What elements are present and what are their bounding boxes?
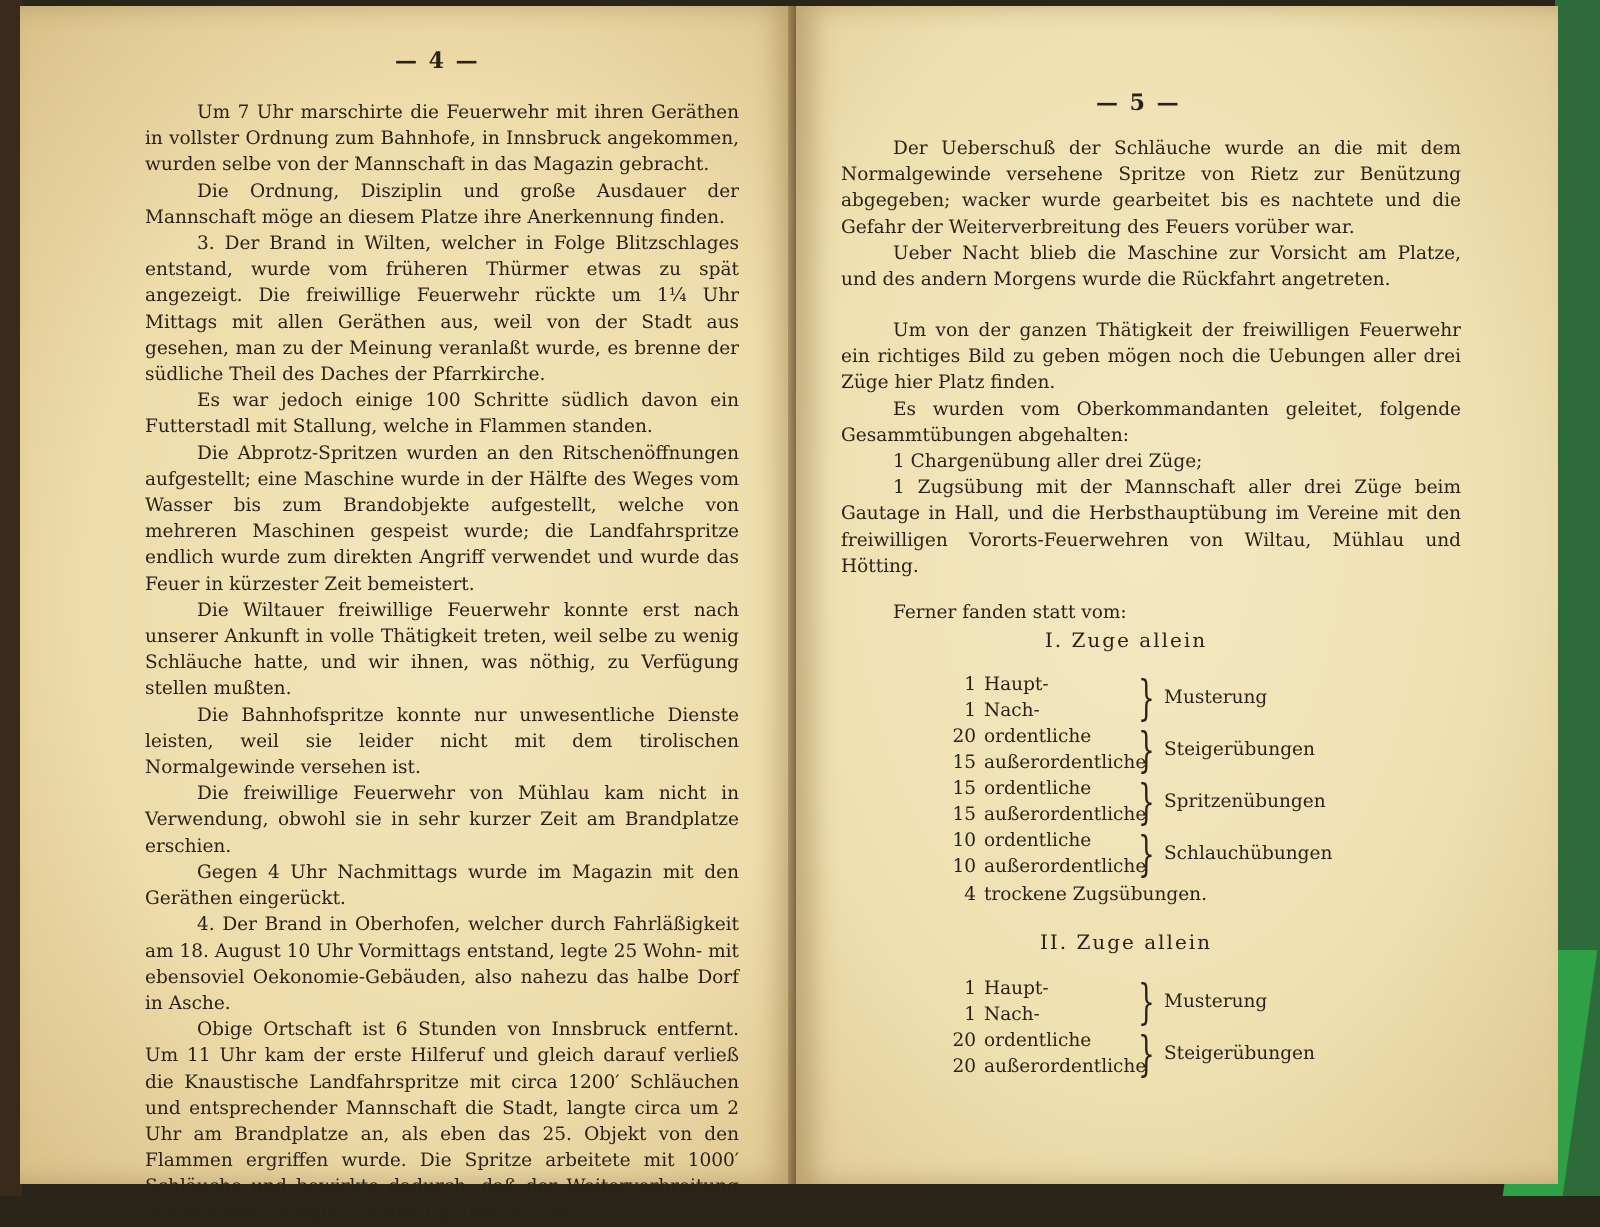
group-label: Spritzenübungen xyxy=(1164,791,1326,812)
section-heading: I. Zuge allein xyxy=(1044,628,1208,652)
paragraph: 1 Zugsübung mit der Mannschaft aller drei Züge beim Gautage in Hall, und die Herbsthauptübung im Vereine mit den freiwilligen Vororts-Feuerwehren von Wiltau, Mühlau und Hötting. xyxy=(841,477,1461,577)
paragraph: Die Ordnung, Disziplin und große Ausdauer der Mannschaft möge an diesem Platze ihre Anerkennung finden. xyxy=(145,180,739,228)
table-row: 4 trockene Zugsübungen. xyxy=(964,884,1207,905)
paragraph: 3. Der Brand in Wilten, welcher in Folge Blitzschlages entstand, wurde vom früheren Thürmer etwas zu spät angezeigt. Die freiwillige Feuerwehr rückte um 1¼ Uhr Mittags mit allen Geräthen aus, weil von der Stadt aus gesehen, man zu der Meinung veranlaßt wurde, es brenne der südliche Theil des Daches der Pfarrkirche. xyxy=(145,233,739,386)
paragraph: Der Ueberschuß der Schläuche wurde an die mit dem Normalgewinde versehene Spritze von Rietz zur Benützung abgegeben; wacker wurde gearbeitet bis es nachtete und die Gefahr der Weiterverbreitung des Feuers vorüber war. xyxy=(841,138,1461,238)
table-row: 1 Haupt- xyxy=(964,674,1049,695)
paragraph: Um 7 Uhr marschirte die Feuerwehr mit ihren Geräthen in vollster Ordnung zum Bahnhofe, in Innsbruck angekommen, wurden selbe von der Mannschaft in das Magazin gebracht. xyxy=(145,102,739,176)
page-number: — 5 — xyxy=(1096,90,1181,116)
brace-icon: } xyxy=(1138,670,1155,726)
paragraph: Ueber Nacht blieb die Maschine zur Vorsicht am Platze, und des andern Morgens wurde die Rückfahrt angetreten. xyxy=(841,242,1461,291)
brace-icon: } xyxy=(1138,722,1155,778)
table-row: 20 außerordentliche xyxy=(952,1056,1147,1077)
brace-icon: } xyxy=(1138,974,1155,1030)
paragraph: Die Abprotz-Spritzen wurden an den Ritschenöffnungen aufgestellt; eine Maschine wurde in der Hälfte des Weges vom Wasser bis zum Brandobjekte aufgestellt, welche von mehreren Maschinen gespeist wurde; die Landfahrspritze endlich wurde zum direkten Angriff verwendet und wurde das Feuer in kürzester Zeit bemeistert. xyxy=(145,442,739,595)
group-label: Steigerübungen xyxy=(1164,1043,1315,1064)
table-row: 10 ordentliche xyxy=(952,830,1092,851)
section-heading: II. Zuge allein xyxy=(1039,930,1213,954)
paragraph: 4. Der Brand in Oberhofen, welcher durch Fahrläßigkeit am 18. August 10 Uhr Vormittags entstand, legte 25 Wohn- mit ebensoviel Oekonomie-Gebäuden, also nahezu das halbe Dorf in Asche. xyxy=(145,914,739,1014)
book-cover-left xyxy=(0,0,22,1196)
left-page-body xyxy=(145,100,739,1227)
paragraph: Es wurden vom Oberkommandanten geleitet, folgende Gesammtübungen abgehalten: xyxy=(841,398,1461,446)
group-label: Musterung xyxy=(1164,687,1268,708)
table-row: 1 Nach- xyxy=(964,700,1040,721)
paragraph: Die freiwillige Feuerwehr von Mühlau kam nicht in Verwendung, obwohl sie in sehr kurzer Zeit am Brandplatze erschien. xyxy=(145,783,739,857)
paragraph: 1 Chargenübung aller drei Züge; xyxy=(893,451,1203,473)
table-row: 15 außerordentliche xyxy=(952,752,1147,773)
paragraph: Es war jedoch einige 100 Schritte südlich davon ein Futterstadl mit Stallung, welche in Flammen standen. xyxy=(145,390,739,438)
table-row: 1 Nach- xyxy=(964,1004,1040,1025)
paragraph: Gegen 4 Uhr Nachmittags wurde im Magazin mit den Geräthen eingerückt. xyxy=(145,861,739,910)
table-row: 1 Haupt- xyxy=(964,978,1049,999)
right-page xyxy=(796,6,1558,1184)
table-row: 20 ordentliche xyxy=(952,726,1092,747)
group-label: Steigerübungen xyxy=(1164,739,1315,760)
table-row: 15 außerordentliche xyxy=(952,804,1147,825)
paragraph: Die Bahnhofspritze konnte nur unwesentliche Dienste leisten, weil sie leider nicht mit dem tirolischen Normalgewinde versehen ist. xyxy=(145,704,739,779)
right-page-body-top xyxy=(841,136,1461,293)
table-row: 20 ordentliche xyxy=(952,1030,1092,1051)
brace-icon: } xyxy=(1138,1026,1155,1082)
paragraph: Ferner fanden statt vom: xyxy=(893,602,1127,624)
right-page-body-mid xyxy=(841,318,1461,626)
group-label: Musterung xyxy=(1164,991,1268,1012)
paragraph: Um von der ganzen Thätigkeit der freiwilligen Feuerwehr ein richtiges Bild zu geben mögen noch die Uebungen aller drei Züge hier Platz finden. xyxy=(841,320,1461,394)
left-page xyxy=(20,6,796,1224)
brace-icon: } xyxy=(1138,774,1155,830)
paragraph: Obige Ortschaft ist 6 Stunden von Innsbruck entfernt. Um 11 Uhr kam der erste Hilferuf und gleich darauf verließ die Knaustische Landfahrspritze mit circa 1200′ Schläuchen und entsprechender Mannschaft die Stadt, langte circa um 2 Uhr am Brandplatze an, als eben das 25. Objekt von den Flammen ergriffen wurde. Die Spritze arbeitete mit 1000′ Schläuche und bewirkte dadurch, daß der Weiterverbreitung des Brandes energisch Einhalt gethan wurde. xyxy=(145,1019,739,1224)
paragraph: Die Wiltauer freiwillige Feuerwehr konnte erst nach unserer Ankunft in volle Thätigkeit treten, weil selbe zu wenig Schläuche hatte, und wir ihnen, was nöthig, zu Verfügung stellen mußten. xyxy=(145,599,739,700)
group-label: Schlauchübungen xyxy=(1164,843,1333,864)
brace-icon: } xyxy=(1138,826,1155,882)
table-row: 10 außerordentliche xyxy=(952,856,1147,877)
page-number: — 4 — xyxy=(395,48,480,74)
table-row: 15 ordentliche xyxy=(952,778,1092,799)
